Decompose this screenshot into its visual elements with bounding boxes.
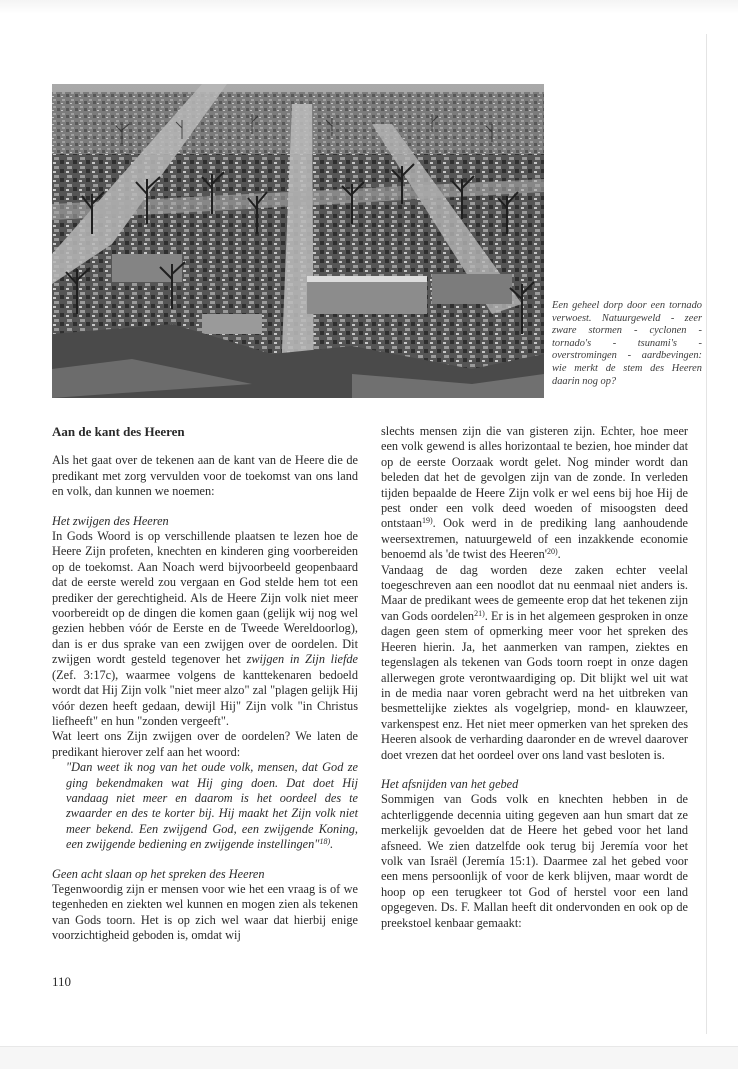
footnote-ref-21: 21) (474, 608, 485, 618)
block-quote-end: . (330, 837, 334, 852)
page-number: 110 (52, 974, 72, 989)
block-quote (52, 760, 358, 852)
paragraph-vandaag (381, 563, 688, 763)
block-quote-text: "Dan weet ik nog van het oude volk, mensen, dat God ze ging bekendmaken wat Hij ging doen. Dat doet Hij vandaag niet meer en daarom is het oordeel des te zwaarder en des te korter bij. Hij maakt het Zijn volk niet meer bekend. Een zwijgend God, een zwijgende Koning, een zwijgende bediening en zwijgende instellingen" (66, 760, 358, 852)
page-bottom-band (0, 1046, 738, 1069)
paragraph-zwijgen-emphasis: zwijgen in Zijn liefde (246, 652, 358, 667)
paragraph-zwijgen (52, 529, 358, 729)
page-top-band (0, 0, 738, 14)
footnote-ref-18: 18) (319, 837, 331, 847)
page-edge-line (706, 34, 707, 1034)
paragraph-gebed: Sommigen van Gods volk en knechten hebben in de achterliggende decennia uiting gegeven aan hun smart dat ze merkelijk gevoelden dat de Heere het gebed voor het land afsneed. We zien datzelfde ook terug bij Jeremía voor het volk van Israël (Jeremía 15:1). Daarmee zal het gebed voor een mens persoonlijk of voor de kerk blijven, maar wordt de hoop op een terugkeer tot God of herstel voor een land opgegeven. Ds. F. Mallan heeft dit ondervonden en ook op de preekstoel kenbaar gemaakt: (381, 792, 688, 930)
intro-paragraph: Als het gaat over de tekenen aan de kant van de Heere die de predikant met zorg vervulden voor de toekomst van ons land en volk, dan kunnen we noemen: (52, 453, 358, 499)
footnote-ref-19: 19) (421, 516, 433, 526)
paragraph-vandaag-text-a: Vandaag de dag worden deze zaken echter veelal toegeschreven aan een noodlot dat nu eenmaal niet anders is. Maar de predikant wees de gemeente erop dat het tekenen zijn van Gods oordelen (381, 562, 688, 623)
tornado-photo (52, 84, 544, 398)
footnote-ref-20: 20) (546, 547, 558, 557)
paragraph-gisteren-text-a: slechts mensen zijn die van gisteren zijn. Echter, hoe meer een volk gewend is alles horizontaal te bezien, hoe minder dat op de eerste Oorzaak wordt gelet. Nog minder wordt dan beleden dat het de gevolgen zijn van de zonde. In verleden tijden bepaalde de Heere Zijn volk er wel eens bij hoe Hij de pest onder een volk deed woeden of misoogsten deed ontstaan (381, 424, 688, 531)
section-heading: Aan de kant des Heeren (52, 424, 185, 439)
subheading-gebed: Het afsnijden van het gebed (381, 776, 519, 791)
paragraph-zwijgen-text-a: In Gods Woord is op verschillende plaatsen te lezen hoe de Heere Zijn profeten, knechten en kinderen ging voorbereiden op de toekomst. Aan Noach werd bijvoorbeeld geopenbaard dat de eerste wereld zou vergaan en God stelde hem tot een prediker der gerechtigheid. Als de Heere Zijn volk niet meer voorbereidt op de dingen die komen gaan (gelijk wij nog wel gezien hebben vóór de Eerste en de Tweede Wereldoorlog), dan is er dus sprake van een zwijgen over de oordelen. Dit zwijgen wordt gesteld tegenover het (52, 529, 358, 667)
photo-caption: Een geheel dorp door een tornado verwoest. Natuurgeweld - zeer zware stormen - cyclonen - tornado's - tsunami's - overstromingen - aardbevingen: wie merkt de stem des Heeren daarin nog op? (552, 300, 702, 387)
subheading-geen-acht: Geen acht slaan op het spreken des Heeren (52, 866, 265, 881)
paragraph-oordelen: Wat leert ons Zijn zwijgen over de oordelen? We laten de predikant hierover zelf aan het woord: (52, 729, 358, 759)
paragraph-vandaag-text-b: . Er is in het algemeen gesproken in onze dagen geen stem of opmerking meer voor het spreken des Heeren hierin. Ja, het aanmerken van rampen, ziektes en tegenslagen als tekenen van Gods toorn roept in onze dagen allerwegen grote verontwaardiging op. Dit blijkt wel uit wat in de media naar voren gebracht werd na het uitbreken van besmettelijke ziektes als vogelgriep, mond- en klauwzeer, varkenspest enz. Het niet meer opmerken van het spreken des Heeren alsook de verharding daaronder en de wrevel daarover doet vrezen dat het oordeel over ons land vast besloten is. (381, 608, 688, 762)
paragraph-gisteren-text-b: . Ook werd in de prediking lang aanhoudende weersextremen, natuurgeweld of een inzakkende economie benoemd als 'de twist des Heeren' (381, 516, 688, 562)
tornado-photo-image (52, 84, 544, 398)
right-column (381, 424, 688, 931)
paragraph-geen-acht: Tegenwoordig zijn er mensen voor wie het een vraag is of we tegenheden en ziekten wel kunnen en mogen zien als tekenen van Gods toorn. Het is op zich wel waar dat hierbij enige voorzichtigheid geboden is, omdat wij (52, 881, 358, 943)
paragraph-gisteren-text-c: . (557, 547, 561, 562)
left-column (52, 424, 358, 944)
subheading-zwijgen: Het zwijgen des Heeren (52, 513, 169, 528)
paragraph-gisteren (381, 424, 688, 563)
paragraph-zwijgen-text-b: (Zef. 3:17c), waarmee volgens de kanttekenaren bedoeld wordt dat Hij Zijn volk "niet meer alzo" zal "plagen gelijk Hij vóór dezen heeft gedaan, dewijl Hij" Zijn volk "in Christus liefheeft" en hun "zonden vergeeft". (52, 667, 358, 728)
